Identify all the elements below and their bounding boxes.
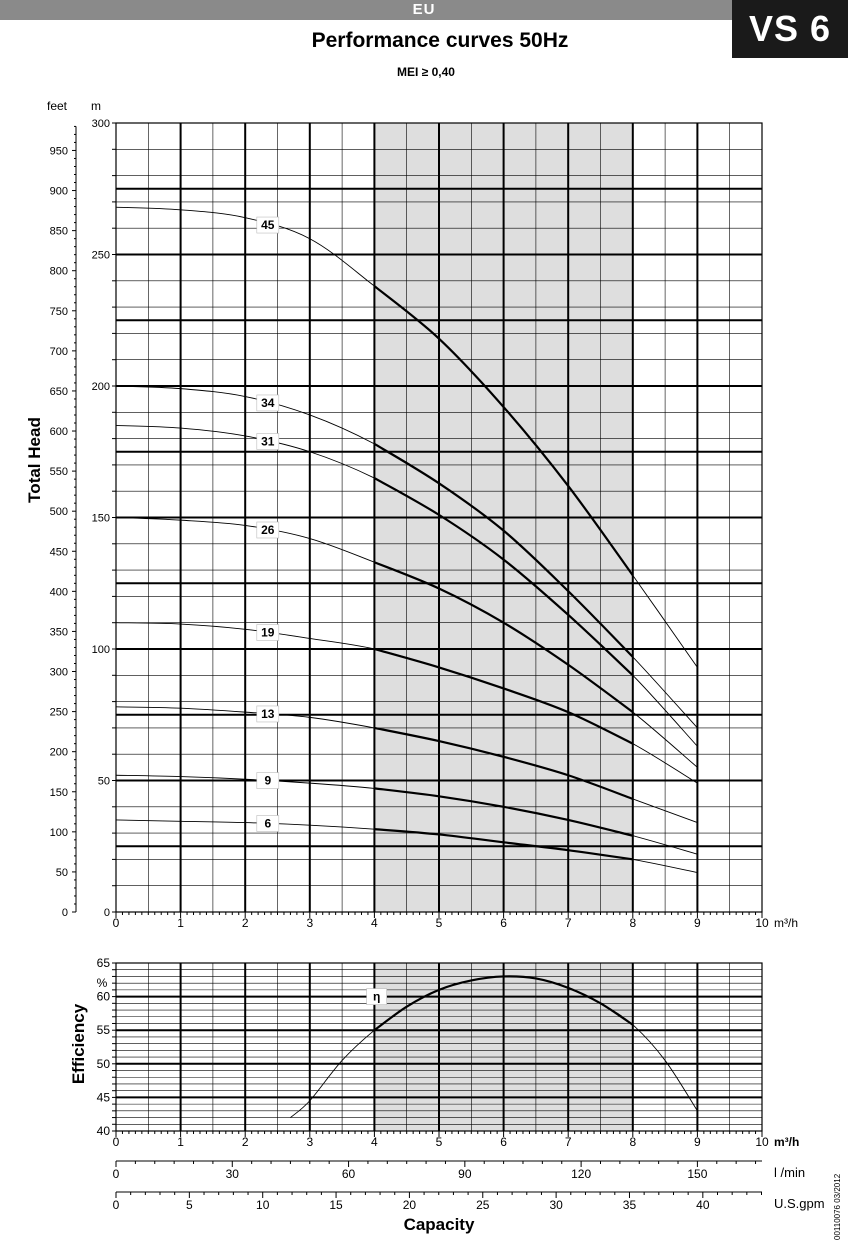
- x-tick-label: 4: [371, 916, 378, 930]
- capacity-label: Capacity: [403, 1215, 475, 1234]
- feet-tick-label: 300: [49, 666, 68, 679]
- x-tick-label: 0: [112, 1135, 120, 1149]
- x-tick-label: 5: [435, 1135, 443, 1149]
- x-tick-label: 2: [241, 916, 249, 930]
- capacity-scales: [113, 1161, 762, 1212]
- gpm-tick-label: 5: [186, 1198, 193, 1212]
- gpm-tick-label: 20: [402, 1198, 417, 1212]
- lmin-tick-label: 60: [341, 1167, 356, 1181]
- efficiency-tick-label: 60: [96, 989, 110, 1004]
- feet-tick-label: 550: [49, 466, 68, 479]
- feet-tick-label: 800: [49, 265, 68, 278]
- m-tick-label: 0: [103, 907, 110, 919]
- feet-tick-label: 200: [49, 746, 68, 759]
- gpm-tick-label: 15: [329, 1198, 343, 1212]
- x-tick-label: 9: [694, 1135, 701, 1149]
- head-unit-left: feet: [46, 99, 68, 113]
- x-tick-label: 0: [112, 916, 120, 930]
- x-tick-label: 2: [241, 1135, 249, 1149]
- lmin-unit: l /min: [774, 1165, 806, 1180]
- gpm-tick-label: 10: [256, 1198, 270, 1212]
- m-tick-label: 50: [97, 775, 110, 788]
- curve-label-45: 45: [261, 218, 275, 233]
- efficiency-tick-label: 45: [96, 1090, 110, 1105]
- x-tick-label: 10: [755, 1135, 769, 1149]
- gpm-tick-label: 0: [112, 1198, 120, 1212]
- feet-tick-label: 450: [49, 546, 68, 559]
- feet-tick-label: 150: [49, 786, 68, 799]
- x-tick-label: 1: [177, 916, 184, 930]
- curve-label-13: 13: [261, 706, 275, 721]
- x-tick-label: 4: [371, 1135, 378, 1149]
- curve-label-34: 34: [261, 395, 275, 410]
- curve-label-9: 9: [264, 773, 272, 788]
- head-grid: [116, 123, 762, 912]
- feet-tick-label: 250: [49, 706, 68, 719]
- x-tick-label: 1: [177, 1135, 184, 1149]
- m-tick-label: 100: [91, 644, 110, 656]
- x-tick-label: 3: [306, 1135, 314, 1149]
- curve-label-19: 19: [261, 625, 275, 640]
- mei-label: MEI ≥ 0,40: [397, 65, 455, 79]
- lmin-tick-label: 30: [225, 1167, 239, 1181]
- feet-tick-label: 900: [49, 185, 68, 198]
- head-unit-right: m: [91, 99, 101, 113]
- feet-tick-label: 850: [49, 225, 68, 238]
- feet-tick-label: 400: [49, 586, 68, 599]
- curve-label-6: 6: [264, 816, 272, 831]
- efficiency-tick-label: 55: [96, 1023, 110, 1038]
- doc-code: 00110076 03/2012: [833, 1173, 842, 1240]
- model-badge: VS 6: [732, 0, 848, 58]
- feet-tick-label: 950: [49, 145, 68, 158]
- feet-tick-label: 750: [49, 305, 68, 318]
- gpm-unit: U.S.gpm: [774, 1196, 825, 1211]
- efficiency-tick-label: 65: [96, 956, 110, 970]
- lmin-tick-label: 90: [458, 1167, 472, 1181]
- x-tick-label: 8: [629, 916, 637, 930]
- gpm-tick-label: 30: [549, 1198, 563, 1212]
- lmin-tick-label: 150: [687, 1167, 708, 1181]
- chart-title: Performance curves 50Hz: [311, 29, 569, 52]
- efficiency-tick-label: 40: [96, 1124, 110, 1138]
- m-tick-label: 250: [91, 249, 110, 262]
- feet-tick-label: 100: [49, 826, 68, 839]
- region-label: EU: [412, 1, 436, 18]
- feet-tick-label: 700: [49, 345, 68, 358]
- m-tick-label: 150: [91, 512, 110, 525]
- x-tick-label: 7: [564, 1135, 572, 1149]
- head-ylabel: Total Head: [25, 417, 44, 503]
- feet-tick-label: 0: [61, 907, 68, 919]
- lmin-tick-label: 120: [571, 1167, 592, 1181]
- feet-tick-label: 50: [55, 866, 68, 879]
- efficiency-ylabel: Efficiency: [69, 1003, 88, 1085]
- efficiency-x-unit: m³/h: [774, 1135, 800, 1149]
- feet-tick-label: 600: [49, 426, 68, 439]
- efficiency-unit: %: [96, 976, 108, 990]
- gpm-tick-label: 40: [696, 1198, 710, 1212]
- efficiency-tick-label: 50: [96, 1056, 110, 1071]
- x-tick-label: 9: [694, 916, 701, 930]
- x-tick-label: 8: [629, 1135, 637, 1149]
- gpm-tick-label: 25: [476, 1198, 490, 1212]
- feet-tick-label: 500: [49, 506, 68, 519]
- x-tick-label: 6: [500, 1135, 507, 1149]
- curve-label-26: 26: [261, 522, 275, 537]
- efficiency-curve-label: η: [372, 989, 381, 1004]
- feet-tick-label: 650: [49, 385, 68, 398]
- efficiency-grid: [116, 963, 762, 1131]
- x-tick-label: 3: [306, 916, 314, 930]
- x-tick-label: 7: [564, 916, 572, 930]
- gpm-tick-label: 35: [622, 1198, 637, 1212]
- x-tick-label: 6: [500, 916, 507, 930]
- x-tick-label: 5: [435, 916, 443, 930]
- m-tick-label: 200: [91, 381, 110, 393]
- x-tick-label: 10: [755, 916, 769, 930]
- m-tick-label: 300: [91, 118, 110, 130]
- head-x-unit: m³/h: [774, 916, 798, 930]
- curve-label-31: 31: [261, 434, 275, 449]
- lmin-tick-label: 0: [112, 1167, 120, 1181]
- feet-tick-label: 350: [49, 626, 68, 639]
